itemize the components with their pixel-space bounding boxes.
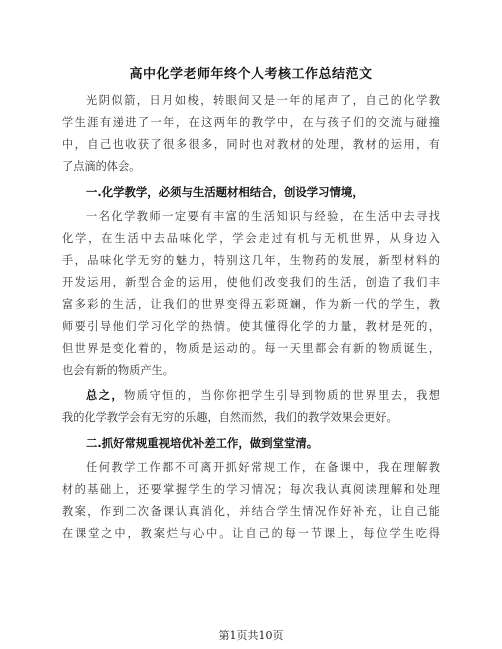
section2-line: 教案，作到二次备课认真消化，并结合学生情况作好补充，让自己能	[62, 505, 440, 518]
section2-line: 在课堂之中，教案烂与心中。让自己的每一节课上，每位学生吃得	[62, 527, 440, 540]
summary-line: 我的化学教学会有无穷的乐趣，自然而然，我们的教学效果会更好。	[62, 411, 398, 424]
section1-line: 手，品味化学无穷的魅力，特别这几年，生物药的发展，新型材料的	[62, 254, 440, 267]
intro-line: 学生涯有递进了一年，在这两年的教学中，在与孩子们的交流与碰撞	[62, 116, 440, 129]
section1-line: 化学，在生活中去品味化学，学会走过有机与无机世界，从身边入	[62, 232, 440, 245]
section1-line: 师要引导他们学习化学的热情。使其懂得化学的力量，教材是死的，	[62, 320, 440, 333]
section2-heading: 二.抓好常规重视培优补差工作，做到堂堂清。	[86, 436, 319, 450]
document-title: 高中化学老师年终个人考核工作总结范文	[129, 67, 373, 82]
section1-line: 富多彩的生活，让我们的世界变得五彩斑斓，作为新一代的学生，教	[62, 298, 440, 311]
section2-line: 任何教学工作都不可离开抓好常规工作，在备课中，我在理解教	[86, 461, 440, 474]
summary-lead: 总之，	[86, 389, 125, 402]
section1-line: 一名化学教师一定要有丰富的生活知识与经验，在生活中去寻找	[86, 210, 440, 223]
intro-line: 光阴似箭，日月如梭，转眼间又是一年的尾声了，自己的化学教	[86, 94, 440, 107]
summary-line	[86, 385, 440, 407]
section1-line: 但世界是变化着的，物质是运动的。每一天里都会有新的物质诞生，	[62, 342, 440, 355]
section1-line: 也会有新的物质产生。	[62, 364, 174, 377]
section1-line: 开发运用，新型合金的运用，使他们改变我们的生活，创造了我们丰	[62, 276, 440, 289]
intro-line: 中，自己也收获了很多很多，同时也对教材的处理，教材的运用，有	[62, 138, 440, 151]
summary-text: 物质守恒的，当你你把学生引导到物质的世界里去，我想	[124, 389, 440, 402]
intro-line: 了点滴的体会。	[62, 160, 141, 173]
section2-line: 材的基础上，还要掌握学生的学习情况；每次我认真阅读理解和处理	[62, 483, 440, 496]
section1-heading: 一.化学教学，必须与生活题材相结合，创设学习情境，	[86, 185, 364, 199]
page-number: 第1页共10页	[218, 629, 284, 642]
